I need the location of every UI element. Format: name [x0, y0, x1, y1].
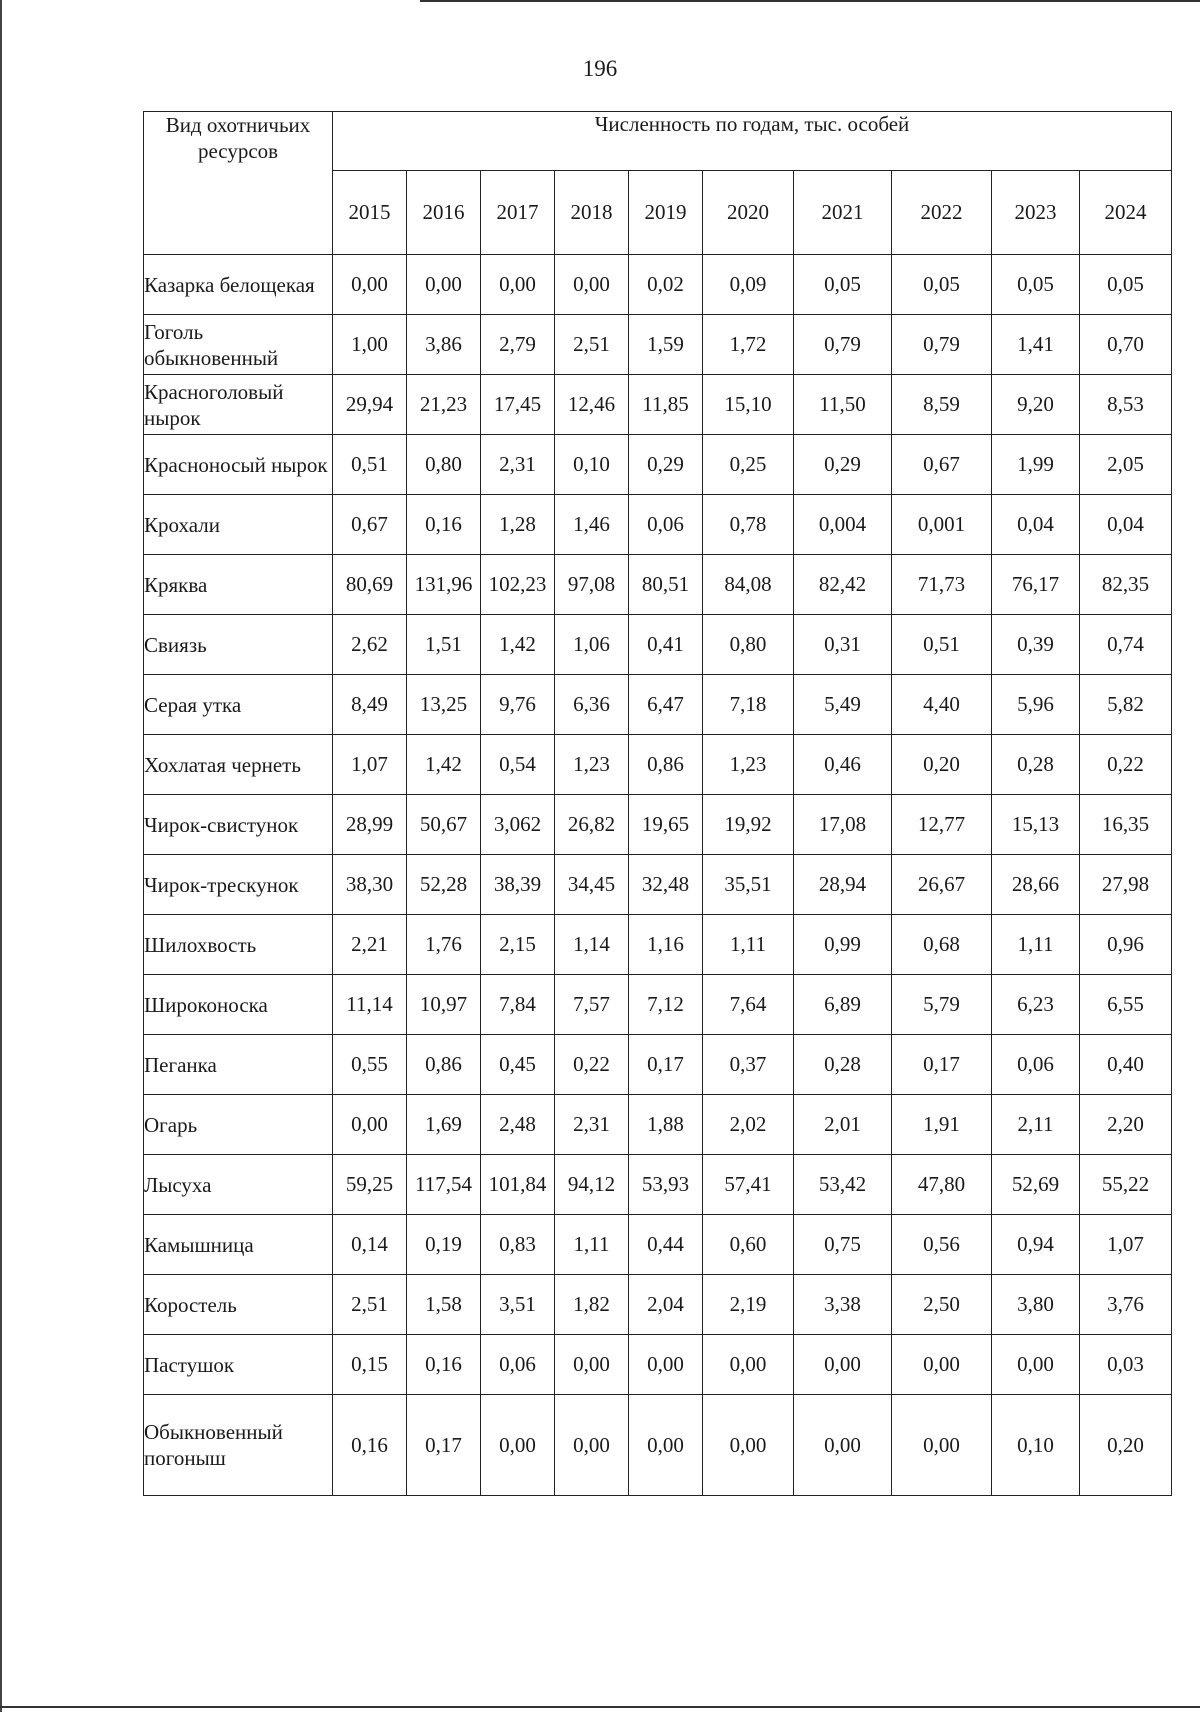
- value-cell-2018: 26,82: [555, 795, 629, 855]
- value-cell-2020: 1,23: [703, 735, 794, 795]
- value-cell-2016: 10,97: [407, 975, 481, 1035]
- year-header-2022: 2022: [892, 171, 992, 255]
- value-cell-2023: 0,00: [992, 1335, 1080, 1395]
- value-cell-2022: 8,59: [892, 375, 992, 435]
- value-cell-2016: 131,96: [407, 555, 481, 615]
- value-cell-2021: 0,46: [794, 735, 892, 795]
- value-cell-2015: 1,07: [333, 735, 407, 795]
- table-row: [144, 915, 1172, 975]
- value-cell-2018: 0,00: [555, 255, 629, 315]
- value-cell-2015: 0,67: [333, 495, 407, 555]
- value-cell-2018: 2,51: [555, 315, 629, 375]
- value-cell-2016: 0,16: [407, 1335, 481, 1395]
- value-cell-2018: 12,46: [555, 375, 629, 435]
- value-cell-2015: 28,99: [333, 795, 407, 855]
- value-cell-2020: 0,09: [703, 255, 794, 315]
- value-cell-2018: 1,46: [555, 495, 629, 555]
- value-cell-2019: 53,93: [629, 1155, 703, 1215]
- value-cell-2017: 0,00: [481, 1395, 555, 1496]
- value-cell-2017: 0,00: [481, 255, 555, 315]
- value-cell-2019: 0,86: [629, 735, 703, 795]
- value-cell-2023: 0,05: [992, 255, 1080, 315]
- value-cell-2020: 7,64: [703, 975, 794, 1035]
- value-cell-2019: 0,29: [629, 435, 703, 495]
- value-cell-2023: 0,39: [992, 615, 1080, 675]
- table-row: [144, 615, 1172, 675]
- value-cell-2023: 2,11: [992, 1095, 1080, 1155]
- value-cell-2020: 0,37: [703, 1035, 794, 1095]
- value-cell-2018: 0,00: [555, 1395, 629, 1496]
- value-cell-2022: 0,56: [892, 1215, 992, 1275]
- year-header-2018: 2018: [555, 171, 629, 255]
- value-cell-2019: 7,12: [629, 975, 703, 1035]
- value-cell-2015: 0,14: [333, 1215, 407, 1275]
- value-cell-2024: 2,05: [1080, 435, 1172, 495]
- value-cell-2015: 0,51: [333, 435, 407, 495]
- species-name-cell: Хохлатая чернеть: [144, 735, 333, 795]
- value-cell-2016: 1,58: [407, 1275, 481, 1335]
- value-cell-2016: 1,69: [407, 1095, 481, 1155]
- value-cell-2016: 117,54: [407, 1155, 481, 1215]
- value-cell-2022: 0,68: [892, 915, 992, 975]
- value-cell-2015: 0,00: [333, 1095, 407, 1155]
- value-cell-2024: 16,35: [1080, 795, 1172, 855]
- table-row: [144, 855, 1172, 915]
- value-cell-2022: 0,00: [892, 1395, 992, 1496]
- value-cell-2024: 27,98: [1080, 855, 1172, 915]
- value-cell-2024: 8,53: [1080, 375, 1172, 435]
- species-name-cell: Лысуха: [144, 1155, 333, 1215]
- species-name-cell: Свиязь: [144, 615, 333, 675]
- value-cell-2018: 94,12: [555, 1155, 629, 1215]
- value-cell-2019: 0,00: [629, 1335, 703, 1395]
- table-row: [144, 795, 1172, 855]
- value-cell-2016: 52,28: [407, 855, 481, 915]
- value-cell-2017: 3,062: [481, 795, 555, 855]
- value-cell-2020: 1,11: [703, 915, 794, 975]
- species-name-cell: Чирок-трескунок: [144, 855, 333, 915]
- value-cell-2018: 97,08: [555, 555, 629, 615]
- value-cell-2018: 1,82: [555, 1275, 629, 1335]
- value-cell-2021: 2,01: [794, 1095, 892, 1155]
- value-cell-2016: 0,19: [407, 1215, 481, 1275]
- value-cell-2017: 1,28: [481, 495, 555, 555]
- value-cell-2024: 55,22: [1080, 1155, 1172, 1215]
- value-cell-2021: 28,94: [794, 855, 892, 915]
- value-cell-2020: 1,72: [703, 315, 794, 375]
- value-cell-2024: 0,96: [1080, 915, 1172, 975]
- value-cell-2016: 3,86: [407, 315, 481, 375]
- value-cell-2018: 2,31: [555, 1095, 629, 1155]
- value-cell-2015: 8,49: [333, 675, 407, 735]
- value-cell-2021: 0,99: [794, 915, 892, 975]
- value-cell-2017: 101,84: [481, 1155, 555, 1215]
- value-cell-2020: 0,80: [703, 615, 794, 675]
- value-cell-2021: 6,89: [794, 975, 892, 1035]
- table-row: [144, 735, 1172, 795]
- value-cell-2021: 0,29: [794, 435, 892, 495]
- value-cell-2019: 0,41: [629, 615, 703, 675]
- species-name-cell: Обыкновенный погоныш: [144, 1395, 333, 1496]
- value-cell-2024: 82,35: [1080, 555, 1172, 615]
- value-cell-2023: 52,69: [992, 1155, 1080, 1215]
- species-name-cell: Чирок-свистунок: [144, 795, 333, 855]
- value-cell-2024: 0,40: [1080, 1035, 1172, 1095]
- value-cell-2020: 0,25: [703, 435, 794, 495]
- value-cell-2023: 1,41: [992, 315, 1080, 375]
- value-cell-2015: 29,94: [333, 375, 407, 435]
- species-name-cell: Красноголовый нырок: [144, 375, 333, 435]
- value-cell-2020: 0,78: [703, 495, 794, 555]
- value-cell-2022: 5,79: [892, 975, 992, 1035]
- value-cell-2020: 35,51: [703, 855, 794, 915]
- value-cell-2019: 0,06: [629, 495, 703, 555]
- value-cell-2024: 0,05: [1080, 255, 1172, 315]
- species-name-cell: Широконоска: [144, 975, 333, 1035]
- species-name-cell: Гоголь обыкновенный: [144, 315, 333, 375]
- value-cell-2021: 82,42: [794, 555, 892, 615]
- value-cell-2022: 0,17: [892, 1035, 992, 1095]
- value-cell-2016: 1,42: [407, 735, 481, 795]
- value-cell-2023: 0,06: [992, 1035, 1080, 1095]
- value-cell-2022: 26,67: [892, 855, 992, 915]
- value-cell-2024: 0,74: [1080, 615, 1172, 675]
- table-row: [144, 1215, 1172, 1275]
- value-cell-2022: 0,001: [892, 495, 992, 555]
- value-cell-2021: 0,31: [794, 615, 892, 675]
- value-cell-2019: 11,85: [629, 375, 703, 435]
- value-cell-2023: 1,99: [992, 435, 1080, 495]
- value-cell-2018: 0,22: [555, 1035, 629, 1095]
- value-cell-2017: 38,39: [481, 855, 555, 915]
- value-cell-2016: 0,16: [407, 495, 481, 555]
- table-row: [144, 1395, 1172, 1496]
- species-name-cell: Шилохвость: [144, 915, 333, 975]
- value-cell-2022: 4,40: [892, 675, 992, 735]
- value-cell-2024: 2,20: [1080, 1095, 1172, 1155]
- year-header-2024: 2024: [1080, 171, 1172, 255]
- value-cell-2015: 0,15: [333, 1335, 407, 1395]
- species-name-cell: Казарка белощекая: [144, 255, 333, 315]
- value-cell-2018: 7,57: [555, 975, 629, 1035]
- value-cell-2024: 3,76: [1080, 1275, 1172, 1335]
- value-cell-2017: 17,45: [481, 375, 555, 435]
- scan-border-bottom: [0, 1706, 1200, 1708]
- value-cell-2019: 19,65: [629, 795, 703, 855]
- value-cell-2019: 6,47: [629, 675, 703, 735]
- species-column-header: Вид охотничьих ресурсов: [144, 112, 333, 255]
- value-cell-2023: 3,80: [992, 1275, 1080, 1335]
- table-row: [144, 675, 1172, 735]
- value-cell-2024: 0,70: [1080, 315, 1172, 375]
- value-cell-2017: 2,15: [481, 915, 555, 975]
- value-cell-2017: 1,42: [481, 615, 555, 675]
- value-cell-2020: 0,60: [703, 1215, 794, 1275]
- table-row: [144, 435, 1172, 495]
- value-cell-2023: 28,66: [992, 855, 1080, 915]
- value-cell-2017: 9,76: [481, 675, 555, 735]
- table-row: [144, 1095, 1172, 1155]
- value-cell-2021: 0,00: [794, 1395, 892, 1496]
- value-cell-2021: 11,50: [794, 375, 892, 435]
- species-name-cell: Коростель: [144, 1275, 333, 1335]
- value-cell-2024: 0,04: [1080, 495, 1172, 555]
- value-cell-2015: 38,30: [333, 855, 407, 915]
- value-cell-2019: 0,00: [629, 1395, 703, 1496]
- year-header-2015: 2015: [333, 171, 407, 255]
- table-row: [144, 1275, 1172, 1335]
- value-cell-2018: 6,36: [555, 675, 629, 735]
- value-cell-2015: 0,55: [333, 1035, 407, 1095]
- value-cell-2021: 0,05: [794, 255, 892, 315]
- value-cell-2020: 84,08: [703, 555, 794, 615]
- table-row: [144, 255, 1172, 315]
- value-cell-2015: 2,21: [333, 915, 407, 975]
- value-cell-2019: 0,02: [629, 255, 703, 315]
- value-cell-2022: 2,50: [892, 1275, 992, 1335]
- value-cell-2020: 2,19: [703, 1275, 794, 1335]
- value-cell-2022: 0,00: [892, 1335, 992, 1395]
- value-cell-2022: 1,91: [892, 1095, 992, 1155]
- value-cell-2019: 1,16: [629, 915, 703, 975]
- species-name-cell: Серая утка: [144, 675, 333, 735]
- value-cell-2017: 7,84: [481, 975, 555, 1035]
- value-cell-2024: 0,03: [1080, 1335, 1172, 1395]
- value-cell-2022: 0,51: [892, 615, 992, 675]
- year-header-2023: 2023: [992, 171, 1080, 255]
- table-row: [144, 1335, 1172, 1395]
- value-cell-2023: 5,96: [992, 675, 1080, 735]
- value-cell-2016: 21,23: [407, 375, 481, 435]
- table-row: [144, 555, 1172, 615]
- value-cell-2024: 1,07: [1080, 1215, 1172, 1275]
- value-cell-2018: 1,14: [555, 915, 629, 975]
- year-header-2020: 2020: [703, 171, 794, 255]
- value-cell-2022: 0,20: [892, 735, 992, 795]
- population-group-header: Численность по годам, тыс. особей: [333, 112, 1172, 171]
- value-cell-2023: 0,94: [992, 1215, 1080, 1275]
- value-cell-2016: 1,76: [407, 915, 481, 975]
- value-cell-2021: 0,004: [794, 495, 892, 555]
- value-cell-2022: 0,05: [892, 255, 992, 315]
- value-cell-2015: 59,25: [333, 1155, 407, 1215]
- value-cell-2022: 47,80: [892, 1155, 992, 1215]
- value-cell-2022: 0,79: [892, 315, 992, 375]
- species-name-cell: Крохали: [144, 495, 333, 555]
- value-cell-2019: 0,17: [629, 1035, 703, 1095]
- value-cell-2018: 34,45: [555, 855, 629, 915]
- species-name-cell: Огарь: [144, 1095, 333, 1155]
- value-cell-2024: 0,20: [1080, 1395, 1172, 1496]
- table-row: [144, 975, 1172, 1035]
- value-cell-2021: 0,79: [794, 315, 892, 375]
- value-cell-2015: 11,14: [333, 975, 407, 1035]
- value-cell-2024: 6,55: [1080, 975, 1172, 1035]
- table-row: [144, 1155, 1172, 1215]
- species-name-cell: Красноносый нырок: [144, 435, 333, 495]
- value-cell-2021: 0,28: [794, 1035, 892, 1095]
- scan-border-left: [0, 0, 2, 1712]
- value-cell-2023: 9,20: [992, 375, 1080, 435]
- value-cell-2017: 3,51: [481, 1275, 555, 1335]
- species-name-cell: Камышница: [144, 1215, 333, 1275]
- value-cell-2017: 0,54: [481, 735, 555, 795]
- value-cell-2022: 71,73: [892, 555, 992, 615]
- year-header-2019: 2019: [629, 171, 703, 255]
- value-cell-2021: 0,75: [794, 1215, 892, 1275]
- value-cell-2017: 2,48: [481, 1095, 555, 1155]
- value-cell-2021: 5,49: [794, 675, 892, 735]
- value-cell-2023: 1,11: [992, 915, 1080, 975]
- value-cell-2017: 0,83: [481, 1215, 555, 1275]
- species-name-cell: Кряква: [144, 555, 333, 615]
- value-cell-2024: 0,22: [1080, 735, 1172, 795]
- value-cell-2016: 0,86: [407, 1035, 481, 1095]
- header-row-group: [144, 112, 1172, 171]
- page-number: 196: [582, 56, 618, 81]
- value-cell-2016: 0,80: [407, 435, 481, 495]
- value-cell-2018: 1,11: [555, 1215, 629, 1275]
- value-cell-2019: 1,59: [629, 315, 703, 375]
- value-cell-2015: 0,16: [333, 1395, 407, 1496]
- value-cell-2021: 53,42: [794, 1155, 892, 1215]
- value-cell-2019: 0,44: [629, 1215, 703, 1275]
- value-cell-2020: 19,92: [703, 795, 794, 855]
- value-cell-2020: 2,02: [703, 1095, 794, 1155]
- value-cell-2018: 1,23: [555, 735, 629, 795]
- value-cell-2020: 7,18: [703, 675, 794, 735]
- value-cell-2019: 2,04: [629, 1275, 703, 1335]
- year-header-2017: 2017: [481, 171, 555, 255]
- value-cell-2016: 50,67: [407, 795, 481, 855]
- value-cell-2020: 0,00: [703, 1395, 794, 1496]
- value-cell-2020: 57,41: [703, 1155, 794, 1215]
- table-body: [144, 255, 1172, 1496]
- table-row: [144, 1035, 1172, 1095]
- value-cell-2023: 6,23: [992, 975, 1080, 1035]
- value-cell-2015: 2,51: [333, 1275, 407, 1335]
- year-header-2016: 2016: [407, 171, 481, 255]
- hunting-resources-table: [143, 111, 1172, 1496]
- value-cell-2017: 0,06: [481, 1335, 555, 1395]
- value-cell-2024: 5,82: [1080, 675, 1172, 735]
- year-header-2021: 2021: [794, 171, 892, 255]
- value-cell-2017: 102,23: [481, 555, 555, 615]
- value-cell-2015: 1,00: [333, 315, 407, 375]
- scan-border-top: [420, 0, 1200, 2]
- value-cell-2016: 1,51: [407, 615, 481, 675]
- value-cell-2017: 2,79: [481, 315, 555, 375]
- value-cell-2022: 0,67: [892, 435, 992, 495]
- value-cell-2016: 13,25: [407, 675, 481, 735]
- value-cell-2021: 0,00: [794, 1335, 892, 1395]
- value-cell-2020: 15,10: [703, 375, 794, 435]
- table-row: [144, 495, 1172, 555]
- value-cell-2023: 0,10: [992, 1395, 1080, 1496]
- value-cell-2018: 0,10: [555, 435, 629, 495]
- value-cell-2021: 17,08: [794, 795, 892, 855]
- value-cell-2020: 0,00: [703, 1335, 794, 1395]
- species-name-cell: Пеганка: [144, 1035, 333, 1095]
- value-cell-2015: 80,69: [333, 555, 407, 615]
- table-row: [144, 315, 1172, 375]
- value-cell-2017: 0,45: [481, 1035, 555, 1095]
- value-cell-2017: 2,31: [481, 435, 555, 495]
- value-cell-2021: 3,38: [794, 1275, 892, 1335]
- species-name-cell: Пастушок: [144, 1335, 333, 1395]
- value-cell-2019: 1,88: [629, 1095, 703, 1155]
- value-cell-2016: 0,00: [407, 255, 481, 315]
- value-cell-2018: 1,06: [555, 615, 629, 675]
- value-cell-2022: 12,77: [892, 795, 992, 855]
- table-row: [144, 375, 1172, 435]
- value-cell-2023: 76,17: [992, 555, 1080, 615]
- value-cell-2023: 0,04: [992, 495, 1080, 555]
- value-cell-2015: 2,62: [333, 615, 407, 675]
- value-cell-2018: 0,00: [555, 1335, 629, 1395]
- value-cell-2015: 0,00: [333, 255, 407, 315]
- value-cell-2023: 15,13: [992, 795, 1080, 855]
- value-cell-2019: 32,48: [629, 855, 703, 915]
- value-cell-2023: 0,28: [992, 735, 1080, 795]
- value-cell-2016: 0,17: [407, 1395, 481, 1496]
- value-cell-2019: 80,51: [629, 555, 703, 615]
